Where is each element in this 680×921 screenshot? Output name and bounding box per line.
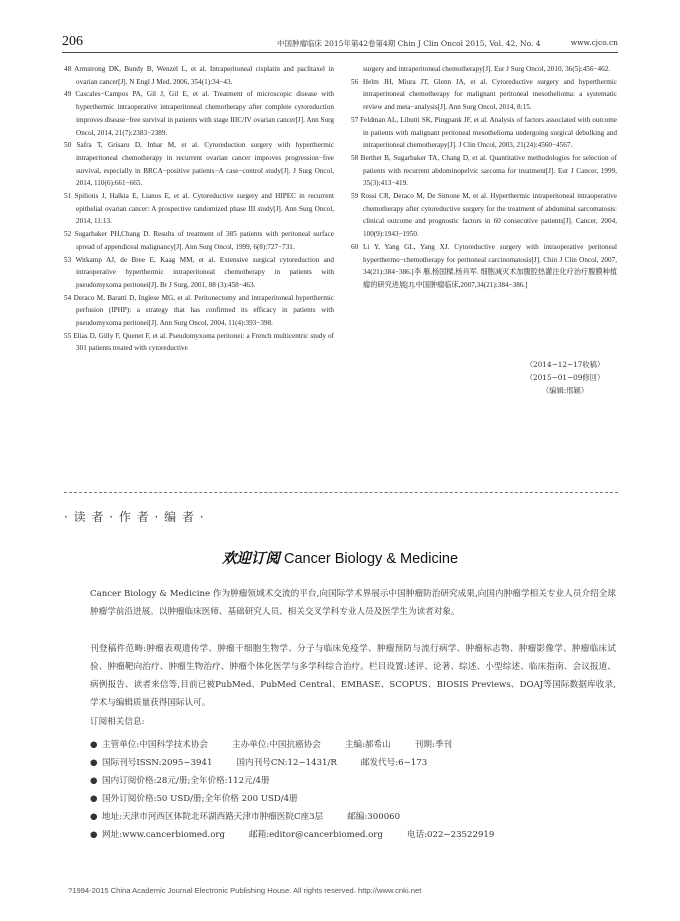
list-item: [90, 808, 616, 826]
reference-49: 49 Cascales−Campos PA, Gil J, Gil E, et al. Treatment of microscopic disease with hyperthermic intraoperative intraperitoneal chemotherapy after complete cytoreduction improves disease−free survival in patients with stage IIIC/IV ovarian cancer[J]. Ann Surg Oncol, 2014, 21(7):2383−2389.: [64, 90, 334, 137]
page-number: 206: [62, 34, 83, 49]
header-rule: [62, 52, 618, 53]
editor-credit: （编辑:邢颖）: [541, 385, 589, 395]
reference-48: 48 Armstrong DK, Bundy B, Wenzel L, et al. Intraperitoneal cisplatin and paclitaxel in ovarian cancer[J]. N Engl J Med, 2006, 354(1):34−43.: [64, 65, 334, 86]
page-header: [62, 34, 618, 50]
feature-title-cn: 欢迎订阅: [221, 550, 280, 567]
bullet-icon: ●: [90, 740, 98, 750]
website-link[interactable]: 网址:www.cancerbiomed.org: [102, 830, 226, 840]
section-title: · 读 者 · 作 者 · 编 者 ·: [64, 510, 205, 524]
section-divider: [64, 492, 618, 493]
phone-number: 电话:022−23522919: [406, 830, 495, 840]
chief-editor: 主编:郝希山: [344, 740, 391, 750]
reference-list-left: [64, 63, 334, 355]
subscription-heading: 订阅相关信息:: [90, 717, 145, 727]
list-item: [90, 772, 616, 790]
reference-57: 57 Feldman AL, Libutti SK, Pingpank JF, et al. Analysis of factors associated with outcome in patients with malignant peritoneal mesothelioma undergoing surgical debulking and intraperitoneal chemotherapy[J]. J Clin Oncol, 2003, 21(24):4560−4567.: [351, 115, 617, 150]
bullet-icon: ●: [90, 794, 98, 804]
list-item: [90, 754, 616, 772]
domestic-price: 国内订阅价格:28元/册;全年价格:112元/4册: [102, 776, 270, 786]
subscription-info-list: [90, 736, 616, 844]
bullet-icon: ●: [90, 776, 98, 786]
feature-title: [0, 547, 680, 568]
reference-58: 58 Berthet B, Sugarbaker TA, Chang D, et al. Quantitative methodologies for selection of patients with recurrent abdominopelvic sarcoma for treatment[J]. Eur J Cancer, 1999, 35(3):413−419.: [351, 153, 617, 188]
reference-50: 50 Safra T, Grisaru D, Inbar M, et al. Cytoreduction surgery with hyperthermic intraperitoneal chemotherapy in recurrent ovarian cancer improves progression−free survival, especially in BRCA−positive patients−A case−control study[J]. J Surg Oncol, 2014, 110(6):661−665.: [64, 141, 334, 188]
reference-51: 51 Spiliotis J, Halkia E, Lianos E, et al. Cytoreductive surgery and HIPEC in recurrent epithelial ovarian cancer: A prospective randomized phase III study[J]. Ann Surg Oncol, 2014, 11:13.: [64, 192, 334, 226]
intro-paragraph: Cancer Biology & Medicine 作为肿瘤领域术交流的平台,向国际学术界展示中国肿瘤防治研究成果,向国内肿瘤学相关专业人员介绍全球肿瘤学前沿进展。以肿瘤临床医师、基础研究人员、相关交叉学科专业人员及医学生为读者对象。: [90, 589, 616, 617]
scope-paragraph: 刊登稿件范畴:肿瘤表观遗传学、肿瘤干细胞生物学、分子与临床免疫学、肿瘤预防与流行病学、肿瘤标志物、肿瘤影像学、肿瘤临床试验、肿瘤靶向治疗、肿瘤生物治疗、肿瘤个体化医学与多学科综合治疗。栏目设置:述评、论著、综述、小型综述、临床指南、会议报道、病例报告、读者来信等,目前已被PubMed、PubMed Central、EMBASE、SCOPUS、BIOSIS Previews、DOAJ等国际数据库收录,学术与编辑质量获得国际认可。: [90, 644, 616, 708]
reference-54: 54 Deraco M, Baratti D, Inglese MG, et al. Peritonectomy and intraperitoneal hyperthermic perfusion (IPHP): a strategy that has confirmed its efficacy in patients with pseudomyxoma peritonei[J]. Ann Surg Oncol, 2004, 11(4):393−398.: [64, 293, 334, 328]
reference-52: 52 Sugarbaker PH,Chang D. Results of treatment of 385 patients with peritoneal surface spread of appendiceal malignancy[J]. Ann Surg Oncol, 1999, 6(8):727−731.: [64, 230, 334, 251]
reference-59: 59 Rossi CR, Deraco M, De Simone M, et al. Hyperthermic intraperitoneal intraoperative chemotherapy after cytoreductive surgery for the treatment of abdominal sarcomatosis: clinical outcome and prognostic factors in 60 consecutive patients[J]. Cancer, 2004, 100(9):1943−1950.: [351, 192, 617, 239]
foreign-price: 国外订阅价格:50 USD/册;全年价格 200 USD/4册: [102, 794, 298, 804]
copyright-footer: ?1994-2015 China Academic Journal Electronic Publishing House. All rights reserved. http://www.cnki.net: [68, 886, 422, 895]
feature-title-en: Cancer Biology & Medicine: [279, 551, 459, 567]
address: 地址:天津市河西区体院北环湖西路天津市肿瘤医院C座3层: [102, 812, 324, 822]
reference-55: 55 Elias D, Gilly F, Quenet F, et al. Pseudomyxoma peritonei: a French multicentric study of 301 patients treated with cytoreductive: [64, 331, 334, 353]
journal-website[interactable]: www.cjco.cn: [570, 38, 618, 47]
reference-list-right: [351, 63, 617, 292]
journal-info: 中国肿瘤临床 2015年第42卷第4期 Chin J Clin Oncol 2015, Vol. 42, No. 4: [277, 39, 541, 48]
cn-number: 国内刊号CN:12−1431/R: [236, 758, 337, 768]
reference-53: 53 Witkamp AJ, de Bree E, Kaag MM, et al. Extensive surgical cytoreduction and intraoperative hyperthermic intraperitoneal chemotherapy in patients with pseudomyxoma peritonei[J]. Br J Surg, 2001, 88 (3):458−463.: [64, 255, 334, 289]
bullet-icon: ●: [90, 830, 98, 840]
publication-frequency: 刊期:季刊: [414, 740, 453, 750]
article-dates: [520, 359, 610, 397]
list-item: [90, 790, 616, 808]
reference-56: 56 Helm JH, Miura JT, Glenn JA, et al. Cytoreductive surgery and hyperthermic intraperitoneal chemotherapy for malignant peritoneal mesothelioma: a systematic review and meta−analysis[J]. Ann Surg Oncol, 2014, 8:15.: [351, 77, 617, 112]
postcode: 邮编:300060: [347, 812, 401, 822]
bullet-icon: ●: [90, 758, 98, 768]
issn: 国际刊号ISSN:2095−3941: [102, 758, 213, 768]
sponsor-unit: 主办单位:中国抗癌协会: [232, 740, 321, 750]
list-item: [90, 826, 616, 844]
reference-60: 60 Li Y, Yang GL, Yang XJ. Cytoreductive surgery with intraoperative peritoneal hyperthermo−chemotherapy for peritoneal carcinomatosis[J]. Chin J Clin Oncol, 2007, 34(21):384−386.[李 雁,杨国樑,杨肖军. 细胞减灭术加腹腔热灌注化疗治疗腹膜种植瘤的研究进展[J].中国肿瘤临床,2007,34(21):384−386.]: [351, 242, 618, 289]
email-link[interactable]: 邮箱:editor@cancerbiomed.org: [249, 830, 383, 840]
received-date: （2014−12−17收稿）: [525, 360, 605, 369]
supervisor-unit: 主管单位:中国科学技术协会: [102, 740, 209, 750]
reference-55-continued: surgery and intraperitoneal chemotherapy[J]. Eur J Surg Oncol, 2010, 36(5):456−462.: [363, 65, 611, 73]
revised-date: （2015−01−09修回）: [525, 372, 605, 382]
list-item: [90, 736, 616, 754]
postal-code-number: 邮发代号:6−173: [360, 758, 428, 768]
bullet-icon: ●: [90, 812, 98, 822]
